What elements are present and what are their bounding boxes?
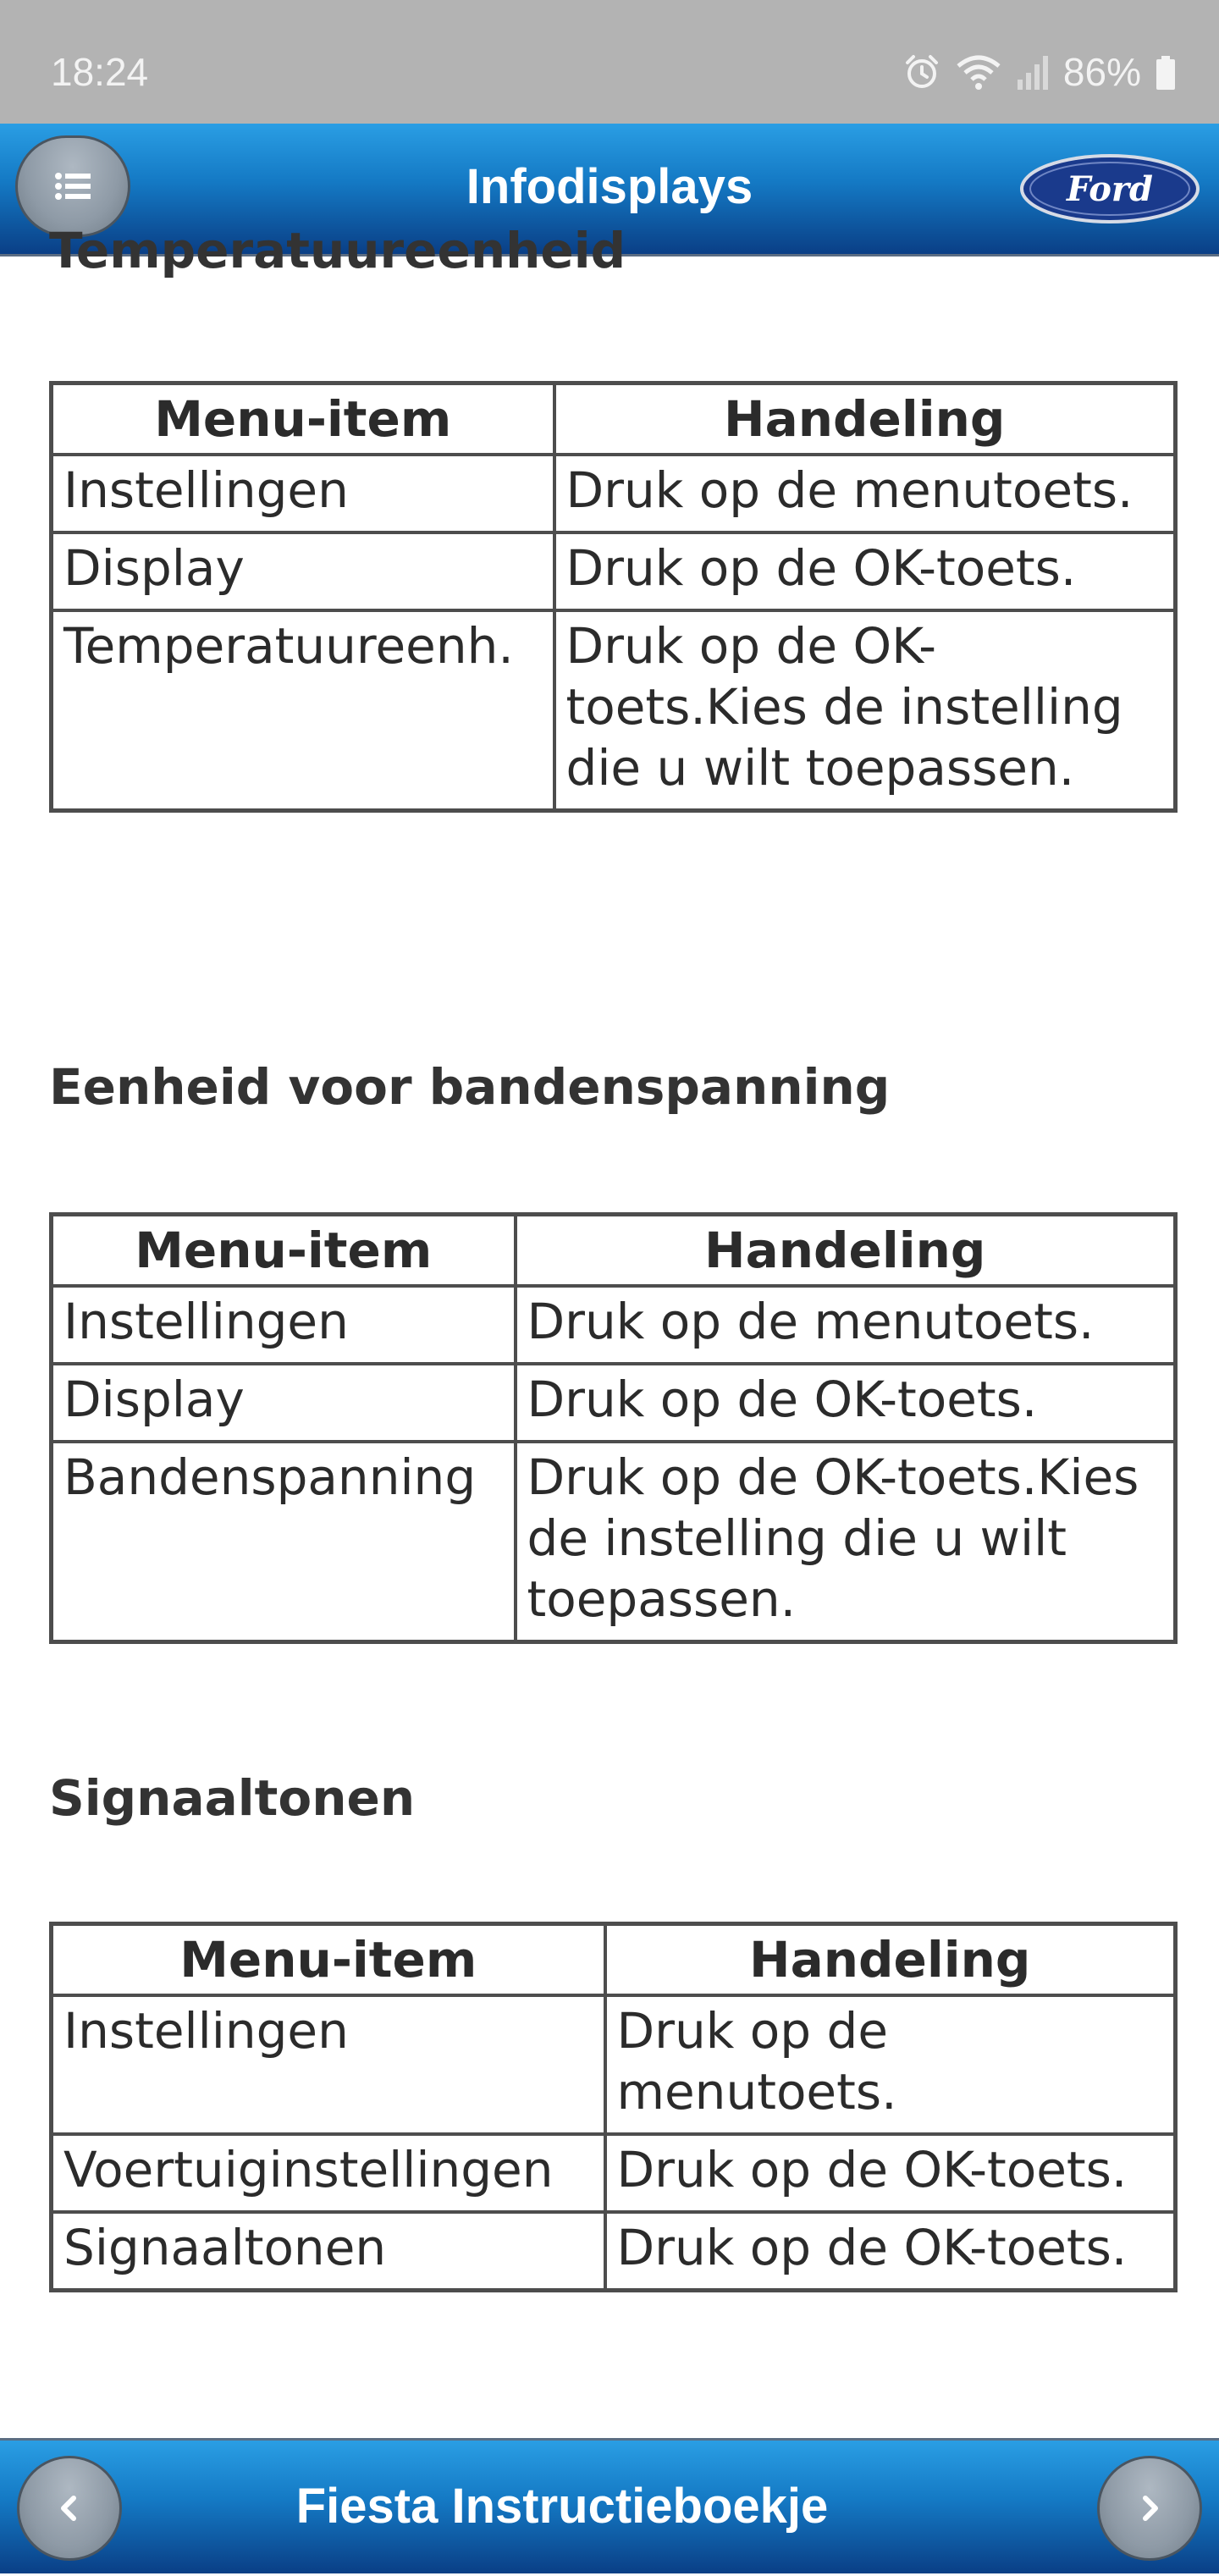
- ford-logo-text: Ford: [1067, 169, 1153, 209]
- status-indicators: [902, 49, 1177, 95]
- menu-table: [49, 1212, 1178, 1644]
- action-cell: Druk op de OK-toets.Kies de instelling die u wilt toepassen.: [516, 1442, 1176, 1642]
- content-area[interactable]: [0, 222, 1219, 2438]
- menu-table: [49, 1922, 1178, 2292]
- app-footer: [0, 2438, 1219, 2573]
- menu-item-cell: Signaaltonen: [52, 2212, 605, 2291]
- table-row: [52, 455, 1176, 532]
- chevron-right-icon: [1133, 2491, 1167, 2525]
- column-header: Menu-item: [52, 1924, 605, 1996]
- menu-item-cell: Instellingen: [52, 1286, 516, 1364]
- chevron-left-icon: [52, 2491, 86, 2525]
- table-row: [52, 1364, 1176, 1442]
- table-row: [52, 2212, 1176, 2291]
- section-title: Eenheid voor bandenspanning: [49, 1058, 891, 1116]
- table-row: [52, 610, 1176, 811]
- menu-item-cell: Instellingen: [52, 455, 554, 532]
- column-header: Menu-item: [52, 383, 554, 455]
- action-cell: Druk op de OK-toets.: [554, 532, 1176, 610]
- next-page-button[interactable]: [1097, 2456, 1202, 2561]
- status-time: 18:24: [51, 50, 149, 94]
- table-row: [52, 1286, 1176, 1364]
- menu-item-cell: Display: [52, 1364, 516, 1442]
- column-header: Handeling: [516, 1215, 1176, 1287]
- menu-item-cell: Bandenspanning: [52, 1442, 516, 1642]
- section-title: Signaaltonen: [49, 1769, 416, 1827]
- action-cell: Druk op de OK-toets.: [605, 2134, 1176, 2212]
- page-title: Infodisplays: [466, 159, 753, 214]
- action-cell: Druk op de menutoets.: [516, 1286, 1176, 1364]
- action-cell: Druk op de OK-toets.Kies de instelling die u wilt toepassen.: [554, 610, 1176, 811]
- battery-icon: [1155, 52, 1177, 91]
- section-title: Temperatuureenheid: [49, 222, 626, 279]
- wifi-icon: [955, 52, 1002, 91]
- action-cell: Druk op de OK-toets.: [605, 2212, 1176, 2291]
- column-header: Handeling: [554, 383, 1176, 455]
- action-cell: Druk op de OK-toets.: [516, 1364, 1176, 1442]
- menu-item-cell: Temperatuureenh.: [52, 610, 554, 811]
- alarm-icon: [902, 52, 941, 91]
- column-header: Handeling: [605, 1924, 1176, 1996]
- table-row: [52, 2134, 1176, 2212]
- table-header-row: [52, 1924, 1176, 1996]
- action-cell: Druk op de menutoets.: [554, 455, 1176, 532]
- menu-table: [49, 381, 1178, 813]
- table-row: [52, 1995, 1176, 2134]
- table-header-row: [52, 1215, 1176, 1287]
- list-icon: [54, 171, 91, 201]
- footer-title: Fiesta Instructieboekje: [295, 2479, 829, 2534]
- column-header: Menu-item: [52, 1215, 516, 1287]
- table-row: [52, 1442, 1176, 1642]
- action-cell: Druk op de menutoets.: [605, 1995, 1176, 2134]
- menu-item-cell: Instellingen: [52, 1995, 605, 2134]
- status-bar: [0, 0, 1219, 124]
- battery-percentage: 86%: [1062, 50, 1141, 94]
- previous-page-button[interactable]: [17, 2456, 122, 2561]
- table-header-row: [52, 383, 1176, 455]
- menu-item-cell: Voertuiginstellingen: [52, 2134, 605, 2212]
- table-row: [52, 532, 1176, 610]
- ford-logo: [1019, 153, 1200, 224]
- signal-icon: [1016, 52, 1050, 91]
- menu-item-cell: Display: [52, 532, 554, 610]
